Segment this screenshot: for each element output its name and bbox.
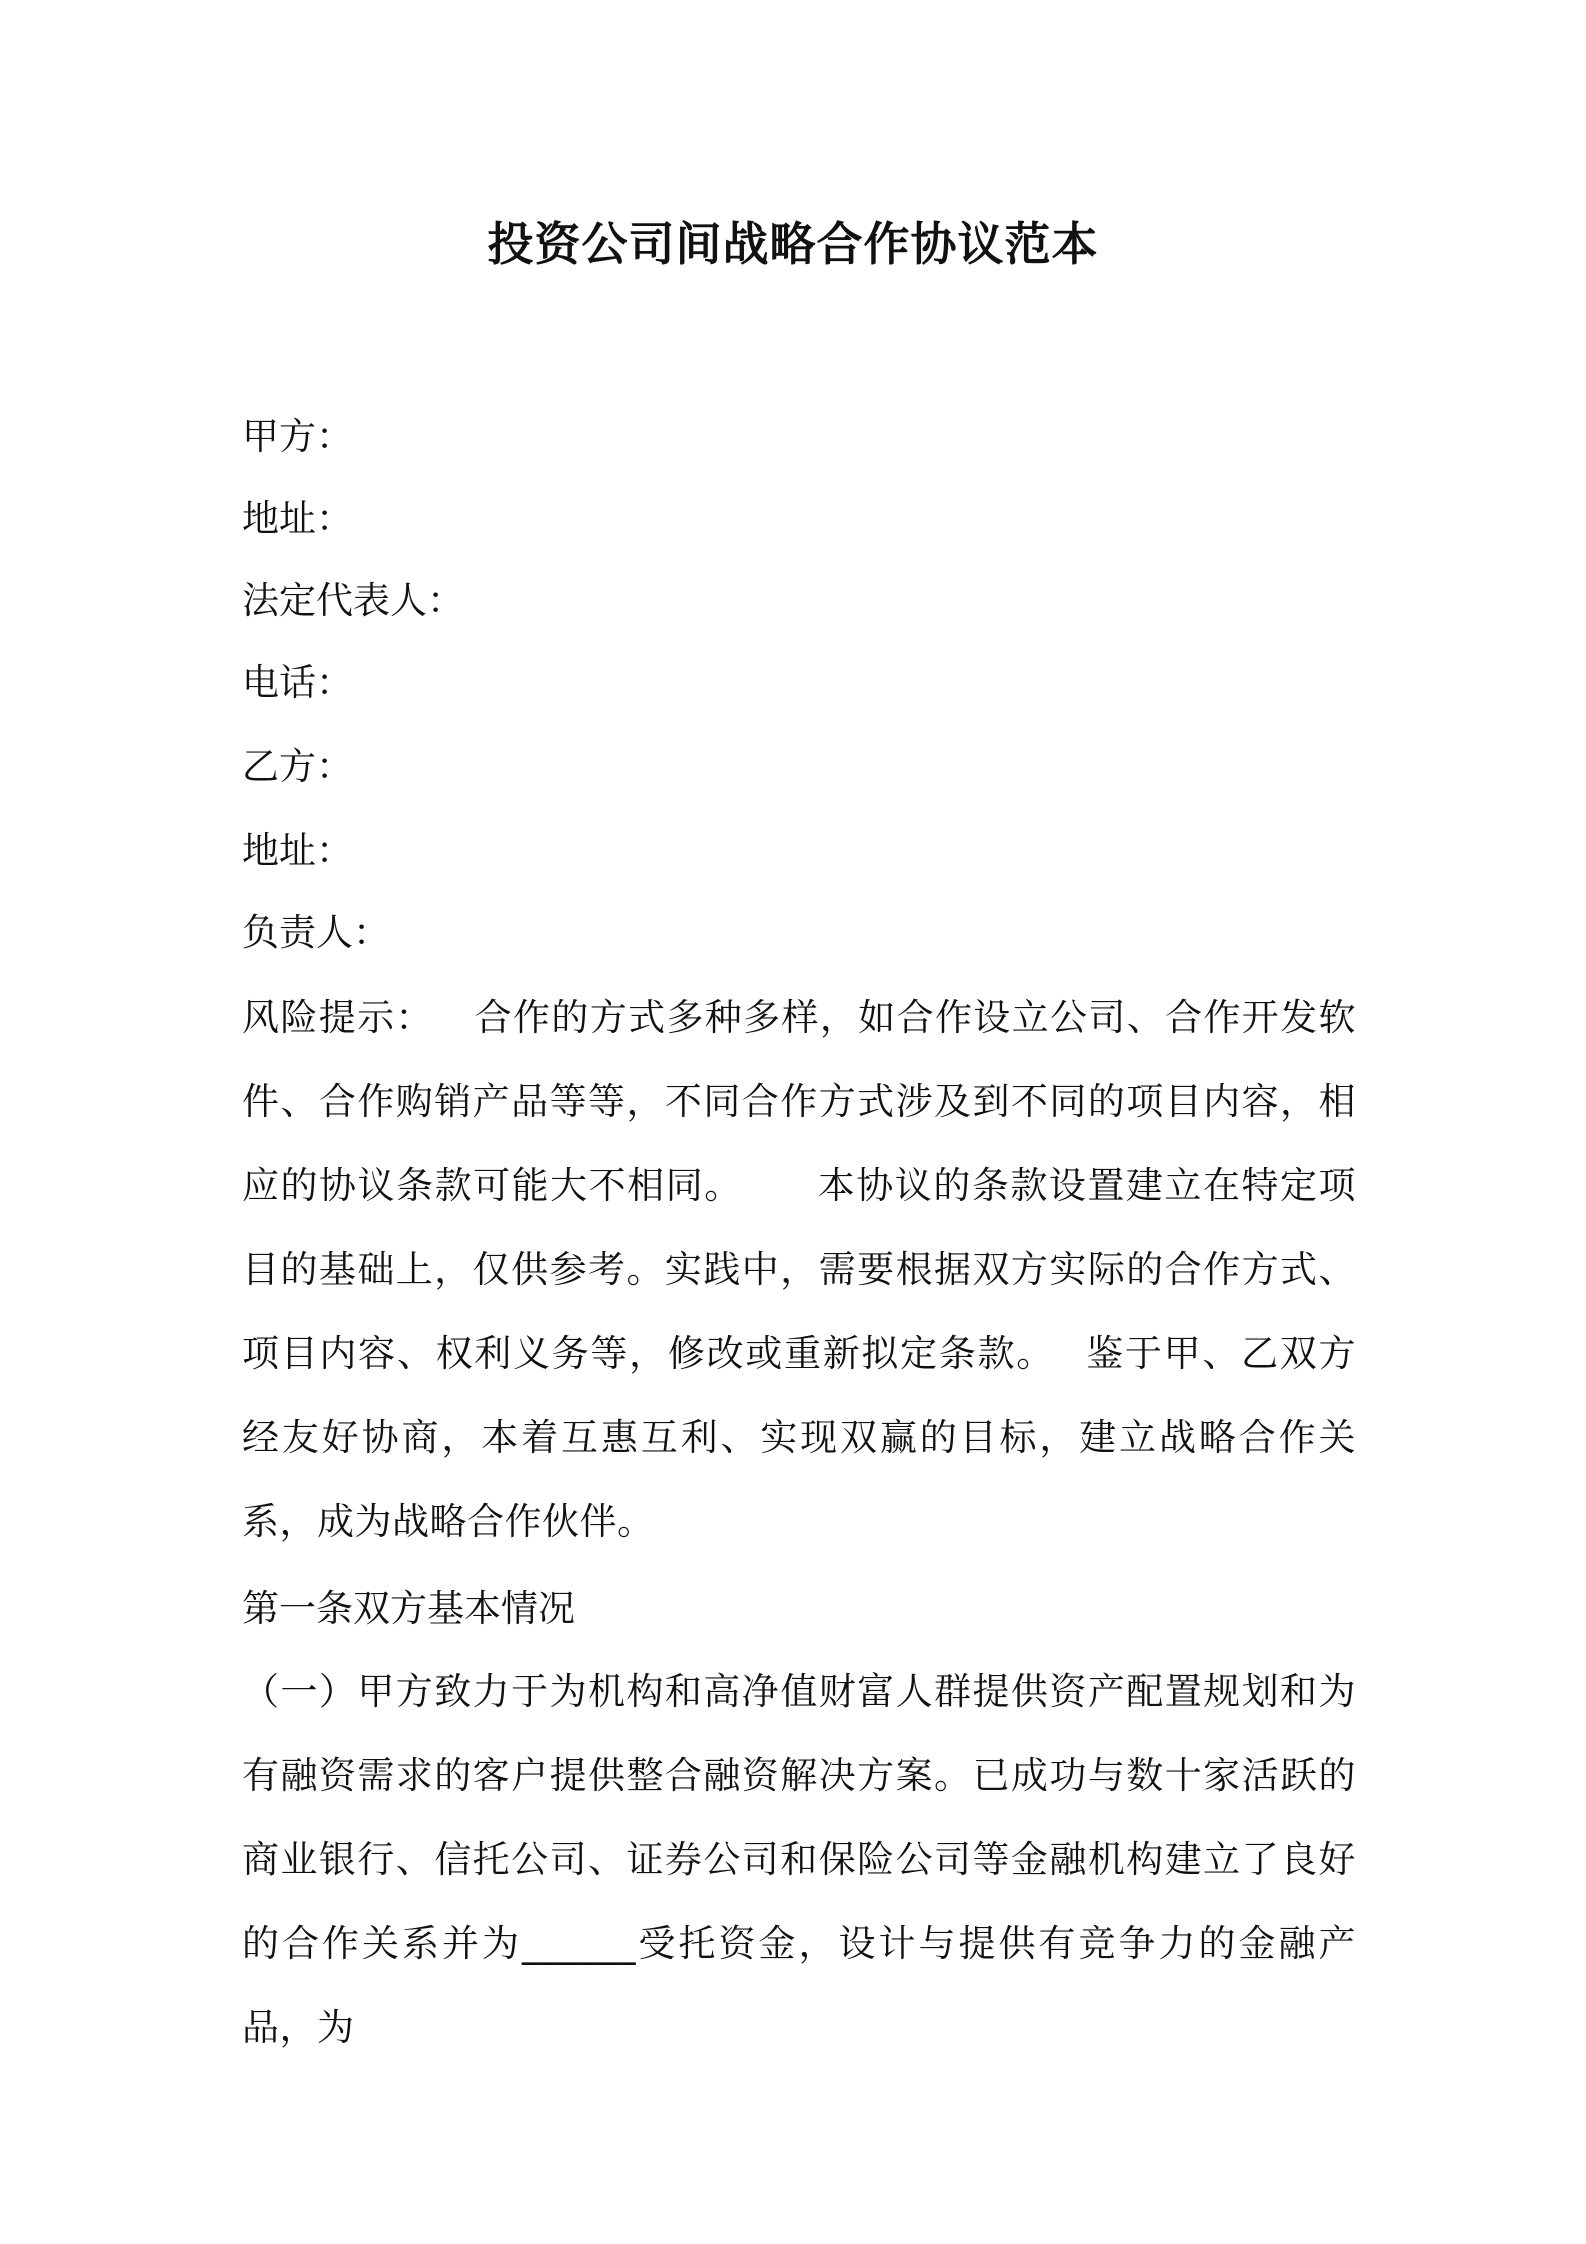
document-title: 投资公司间战略合作协议范本 xyxy=(487,217,1099,271)
party-a-phone-label: 电话： xyxy=(242,661,353,704)
clause-1-prefix: （一） xyxy=(242,1670,358,1713)
clause-1-text-b: 受托资金，设计与提供有竞争力的金融产品，为 xyxy=(242,1922,1356,2049)
party-b-address-label: 地址： xyxy=(242,829,353,872)
party-a-label: 甲方： xyxy=(242,415,353,458)
party-a-legal-rep-label: 法定代表人： xyxy=(242,579,464,622)
risk-notice-label: 风险提示： xyxy=(242,996,434,1039)
article-1-clause-1 xyxy=(242,1650,1356,2070)
party-b-responsible-label: 负责人： xyxy=(242,911,390,954)
party-a-address-label: 地址： xyxy=(242,497,353,540)
article-1-heading: 第一条双方基本情况 xyxy=(242,1587,575,1630)
clause-1-blank: ______ xyxy=(522,1922,636,1965)
clause-1-text-a: 甲方致力于为机构和高净值财富人群提供资产配置规划和为有融资需求的客户提供整合融资解决方案。已成功与数十家活跃的商业银行、信托公司、证券公司和保险公司等金融机构建立了良好的合作关系并为 xyxy=(242,1670,1357,1965)
risk-notice-text-1: 合作的方式多种多样，如合作设立公司、合作开发软件、合作购销产品等等，不同合作方式涉及到不同的项目内容，相应的协议条款可能大不相同。 xyxy=(242,996,1357,1207)
risk-notice-text-2: 本协议的条款设置建立在特定项目的基础上，仅供参考。实践中，需要根据双方实际的合作方式、项目内容、权利义务等，修改或重新拟定条款。 xyxy=(242,1164,1357,1375)
party-b-label: 乙方： xyxy=(242,745,353,788)
risk-notice-text-3: 鉴于甲、乙双方经友好协商，本着互惠互利、实现双赢的目标，建立战略合作关系，成为战略合作伙伴。 xyxy=(242,1332,1356,1543)
risk-notice-paragraph xyxy=(242,976,1356,1564)
